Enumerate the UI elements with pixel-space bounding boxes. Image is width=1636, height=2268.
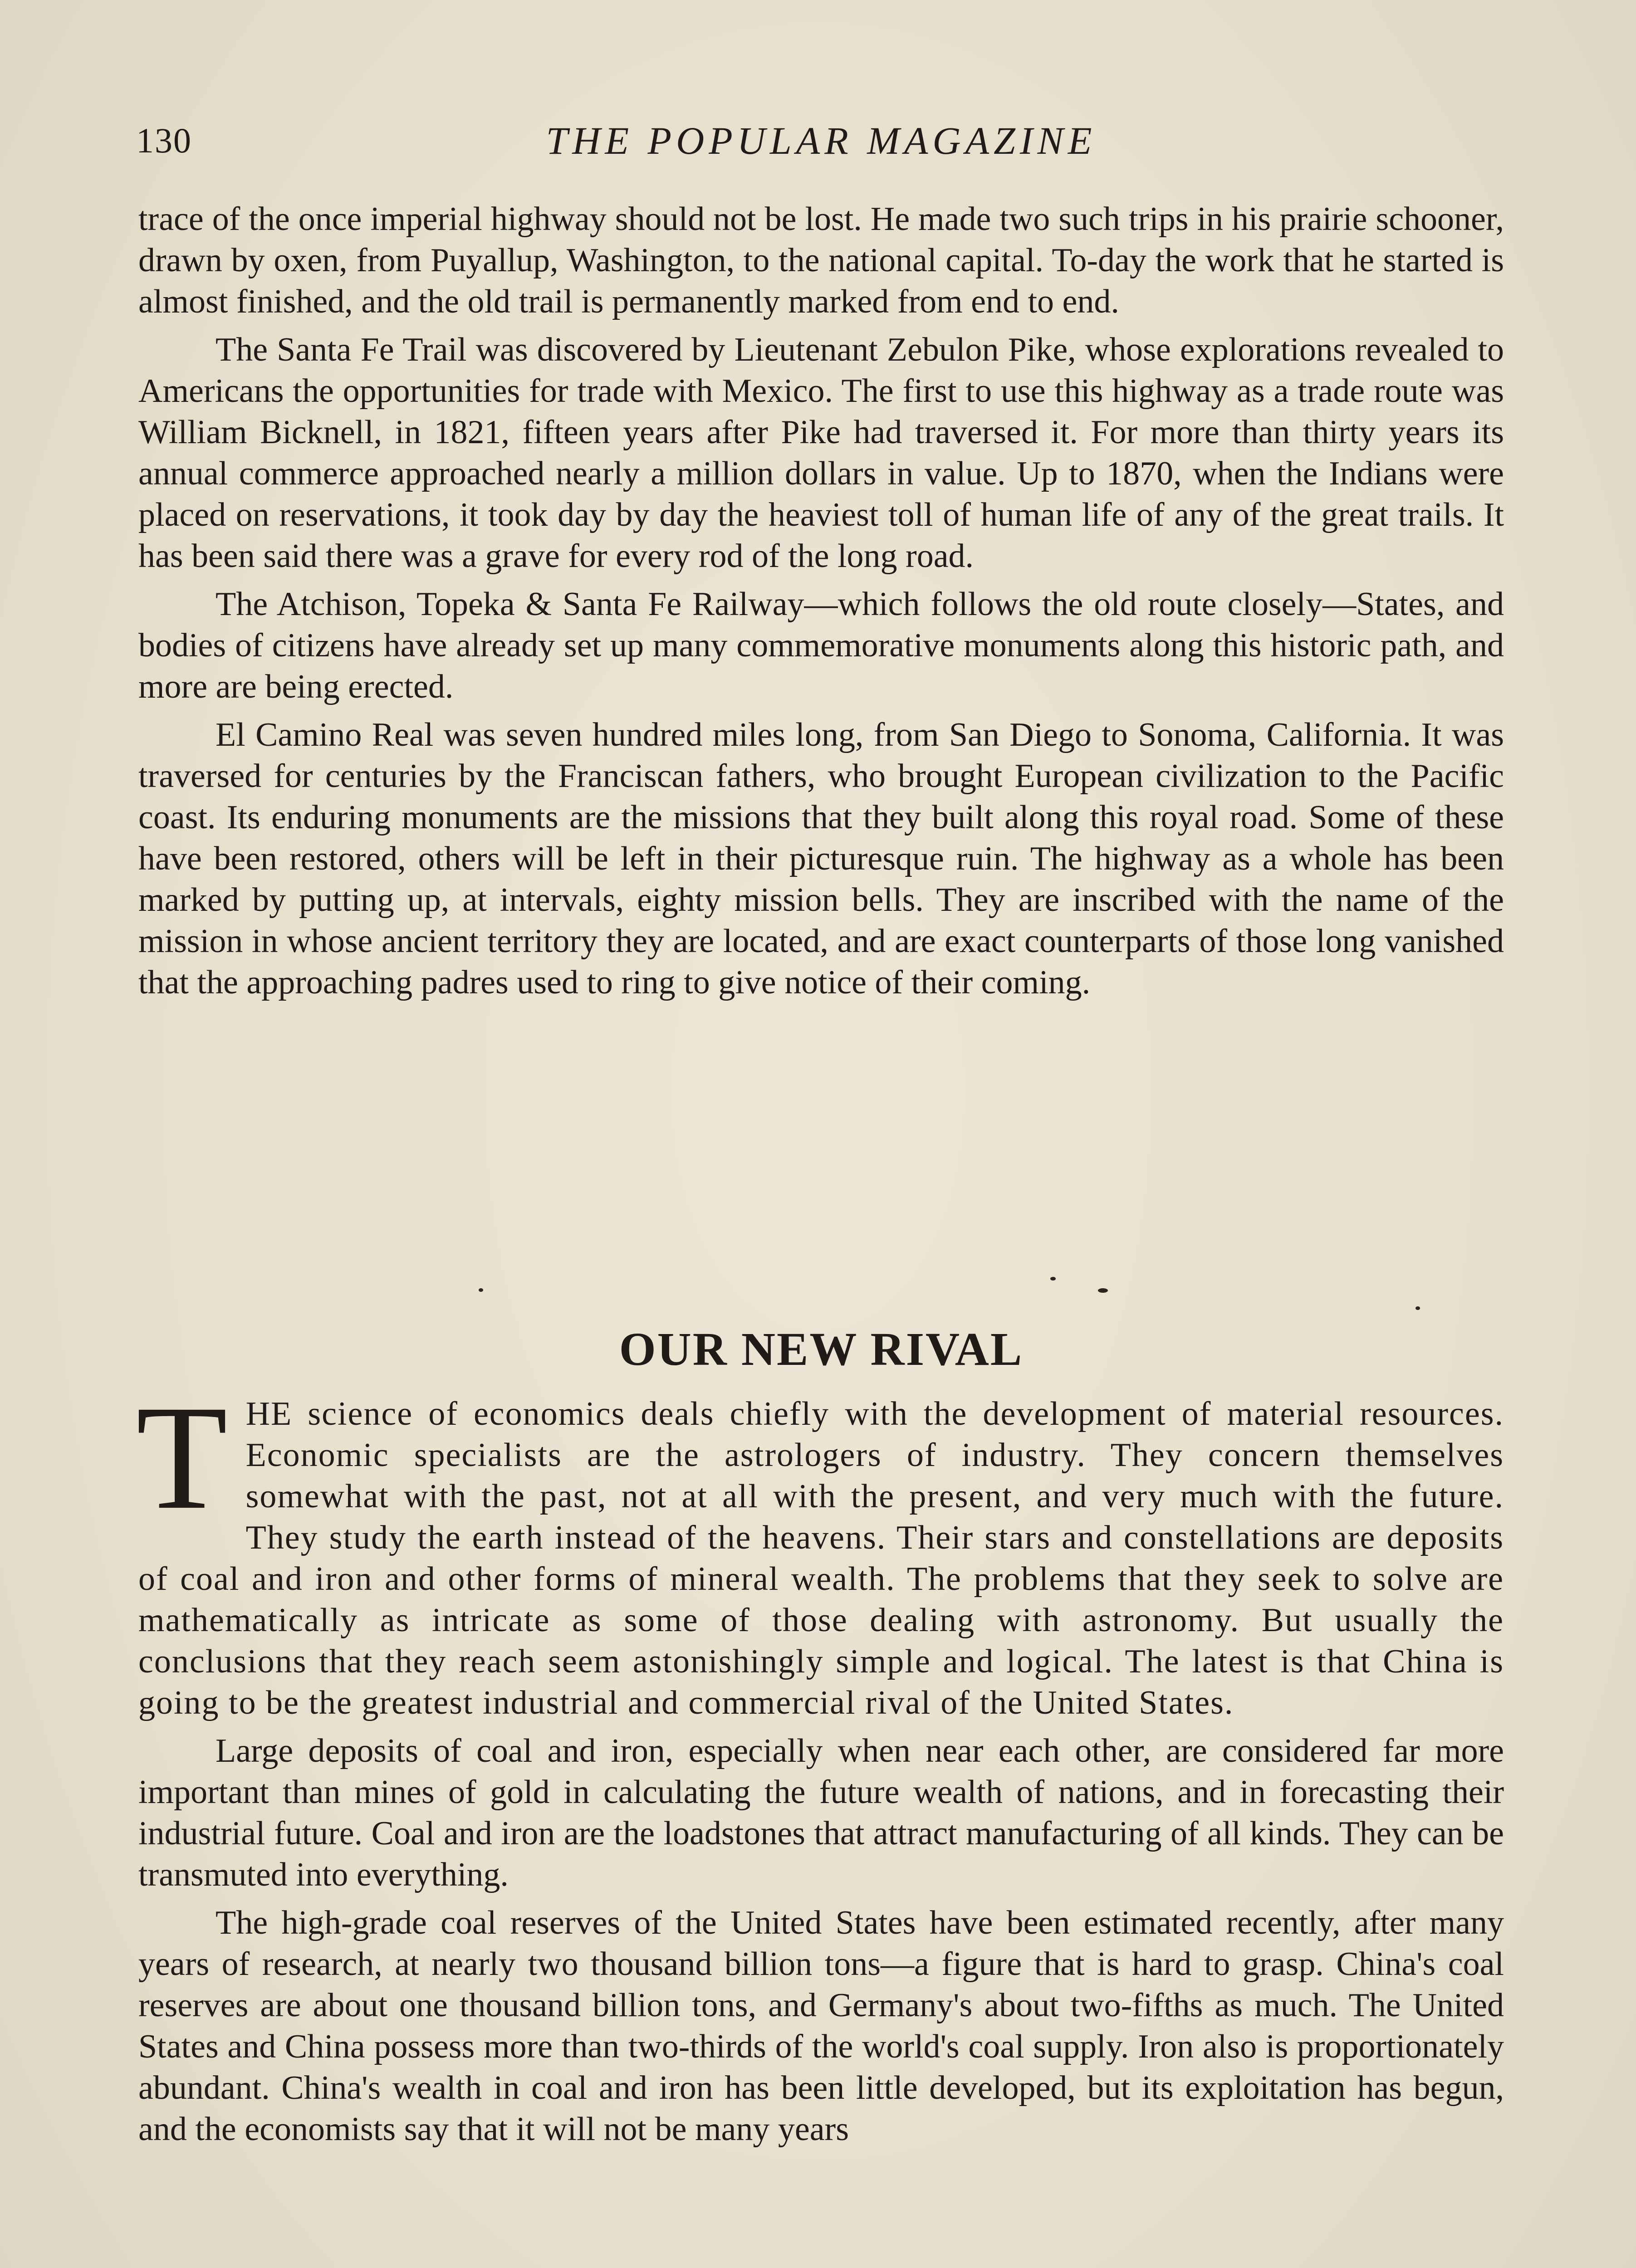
article-title: OUR NEW RIVAL [619, 1323, 1024, 1375]
print-speck [1098, 1288, 1108, 1293]
paragraph: trace of the once imperial highway should not be lost. He made two such trips in his prairie schooner, drawn by oxen, from Puyallup, Washington, to the national capital. To-day the work that he started is almost finished, and the old trail is permanently marked from end to end. [138, 200, 1504, 320]
paragraph: The high-grade coal reserves of the United States have been estimated recently, after many years of research, at nearly two thousand billion tons—a figure that is hard to grasp. China's coal reserves are about one thousand billion tons, and Germany's about two-fifths as much. The United States and China possess more than two-thirds of the world's coal supply. Iron also is proportionately abundant. China's wealth in coal and iron has been little developed, but its exploitation has begun, and the economists say that it will not be many years [138, 1904, 1504, 2148]
running-head: THE POPULAR MAGAZINE [546, 119, 1097, 162]
print-speck [1050, 1277, 1056, 1281]
print-speck [479, 1288, 483, 1292]
paragraph: The Santa Fe Trail was discovered by Lieutenant Zebulon Pike, whose explorations revealed to Americans the opportunities for trade with Mexico. The first to use this highway as a trade route was William Bicknell, in 1821, fifteen years after Pike had traversed it. For more than thirty years its annual commerce approached nearly a million dollars in value. Up to 1870, when the Indians were placed on reservations, it took day by day the heaviest toll of human life of any of the great trails. It has been said there was a grave for every rod of the long road. [138, 331, 1504, 575]
page-header [136, 116, 1506, 166]
paragraph: El Camino Real was seven hundred miles long, from San Diego to Sonoma, California. It was traversed for centuries by the Franciscan fathers, who brought European civilization to the Pacific coast. Its enduring monuments are the missions that they built along this royal road. Some of these have been restored, others will be left in their picturesque ruin. The highway as a whole has been marked by putting up, at intervals, eighty mission bells. They are inscribed with the name of the mission in whose ancient territory they are located, and are exact counterparts of those long vanished that the approaching padres used to ring to give notice of their coming. [138, 716, 1504, 1001]
paragraph: The Atchison, Topeka & Santa Fe Railway—which follows the old route closely—States, and bodies of citizens have already set up many commemorative monuments along this historic path, and more are being erected. [138, 586, 1504, 705]
article-body [136, 1375, 1504, 2150]
page-number: 130 [136, 121, 192, 160]
previous-article-continuation [138, 199, 1504, 1003]
opening-paragraph [136, 1375, 1504, 1724]
opening-paragraph-text: HE science of economics deals chiefly with the development of material resources. Economic specialists are the astrologers of industry. They concern themselves somewhat with the past, not at all with the present, and very much with the future. They study the earth instead of the heavens. Their stars and constellations are deposits of coal and iron and other forms of mineral wealth. The problems that they seek to solve are mathematically as intricate as some of those dealing with astronomy. But usually the conclusions that they reach seem astonishingly simple and logical. The latest is that China is going to be the greatest industrial and commercial rival of the United States. [138, 1395, 1504, 1721]
drop-cap: T [136, 1375, 228, 1540]
paragraph: Large deposits of coal and iron, especially when near each other, are considered far more important than mines of gold in calculating the future wealth of nations, and in forecasting their industrial future. Coal and iron are the loadstones that attract manufacturing of all kinds. They can be transmuted into everything. [138, 1732, 1504, 1893]
print-speck [1416, 1306, 1420, 1310]
